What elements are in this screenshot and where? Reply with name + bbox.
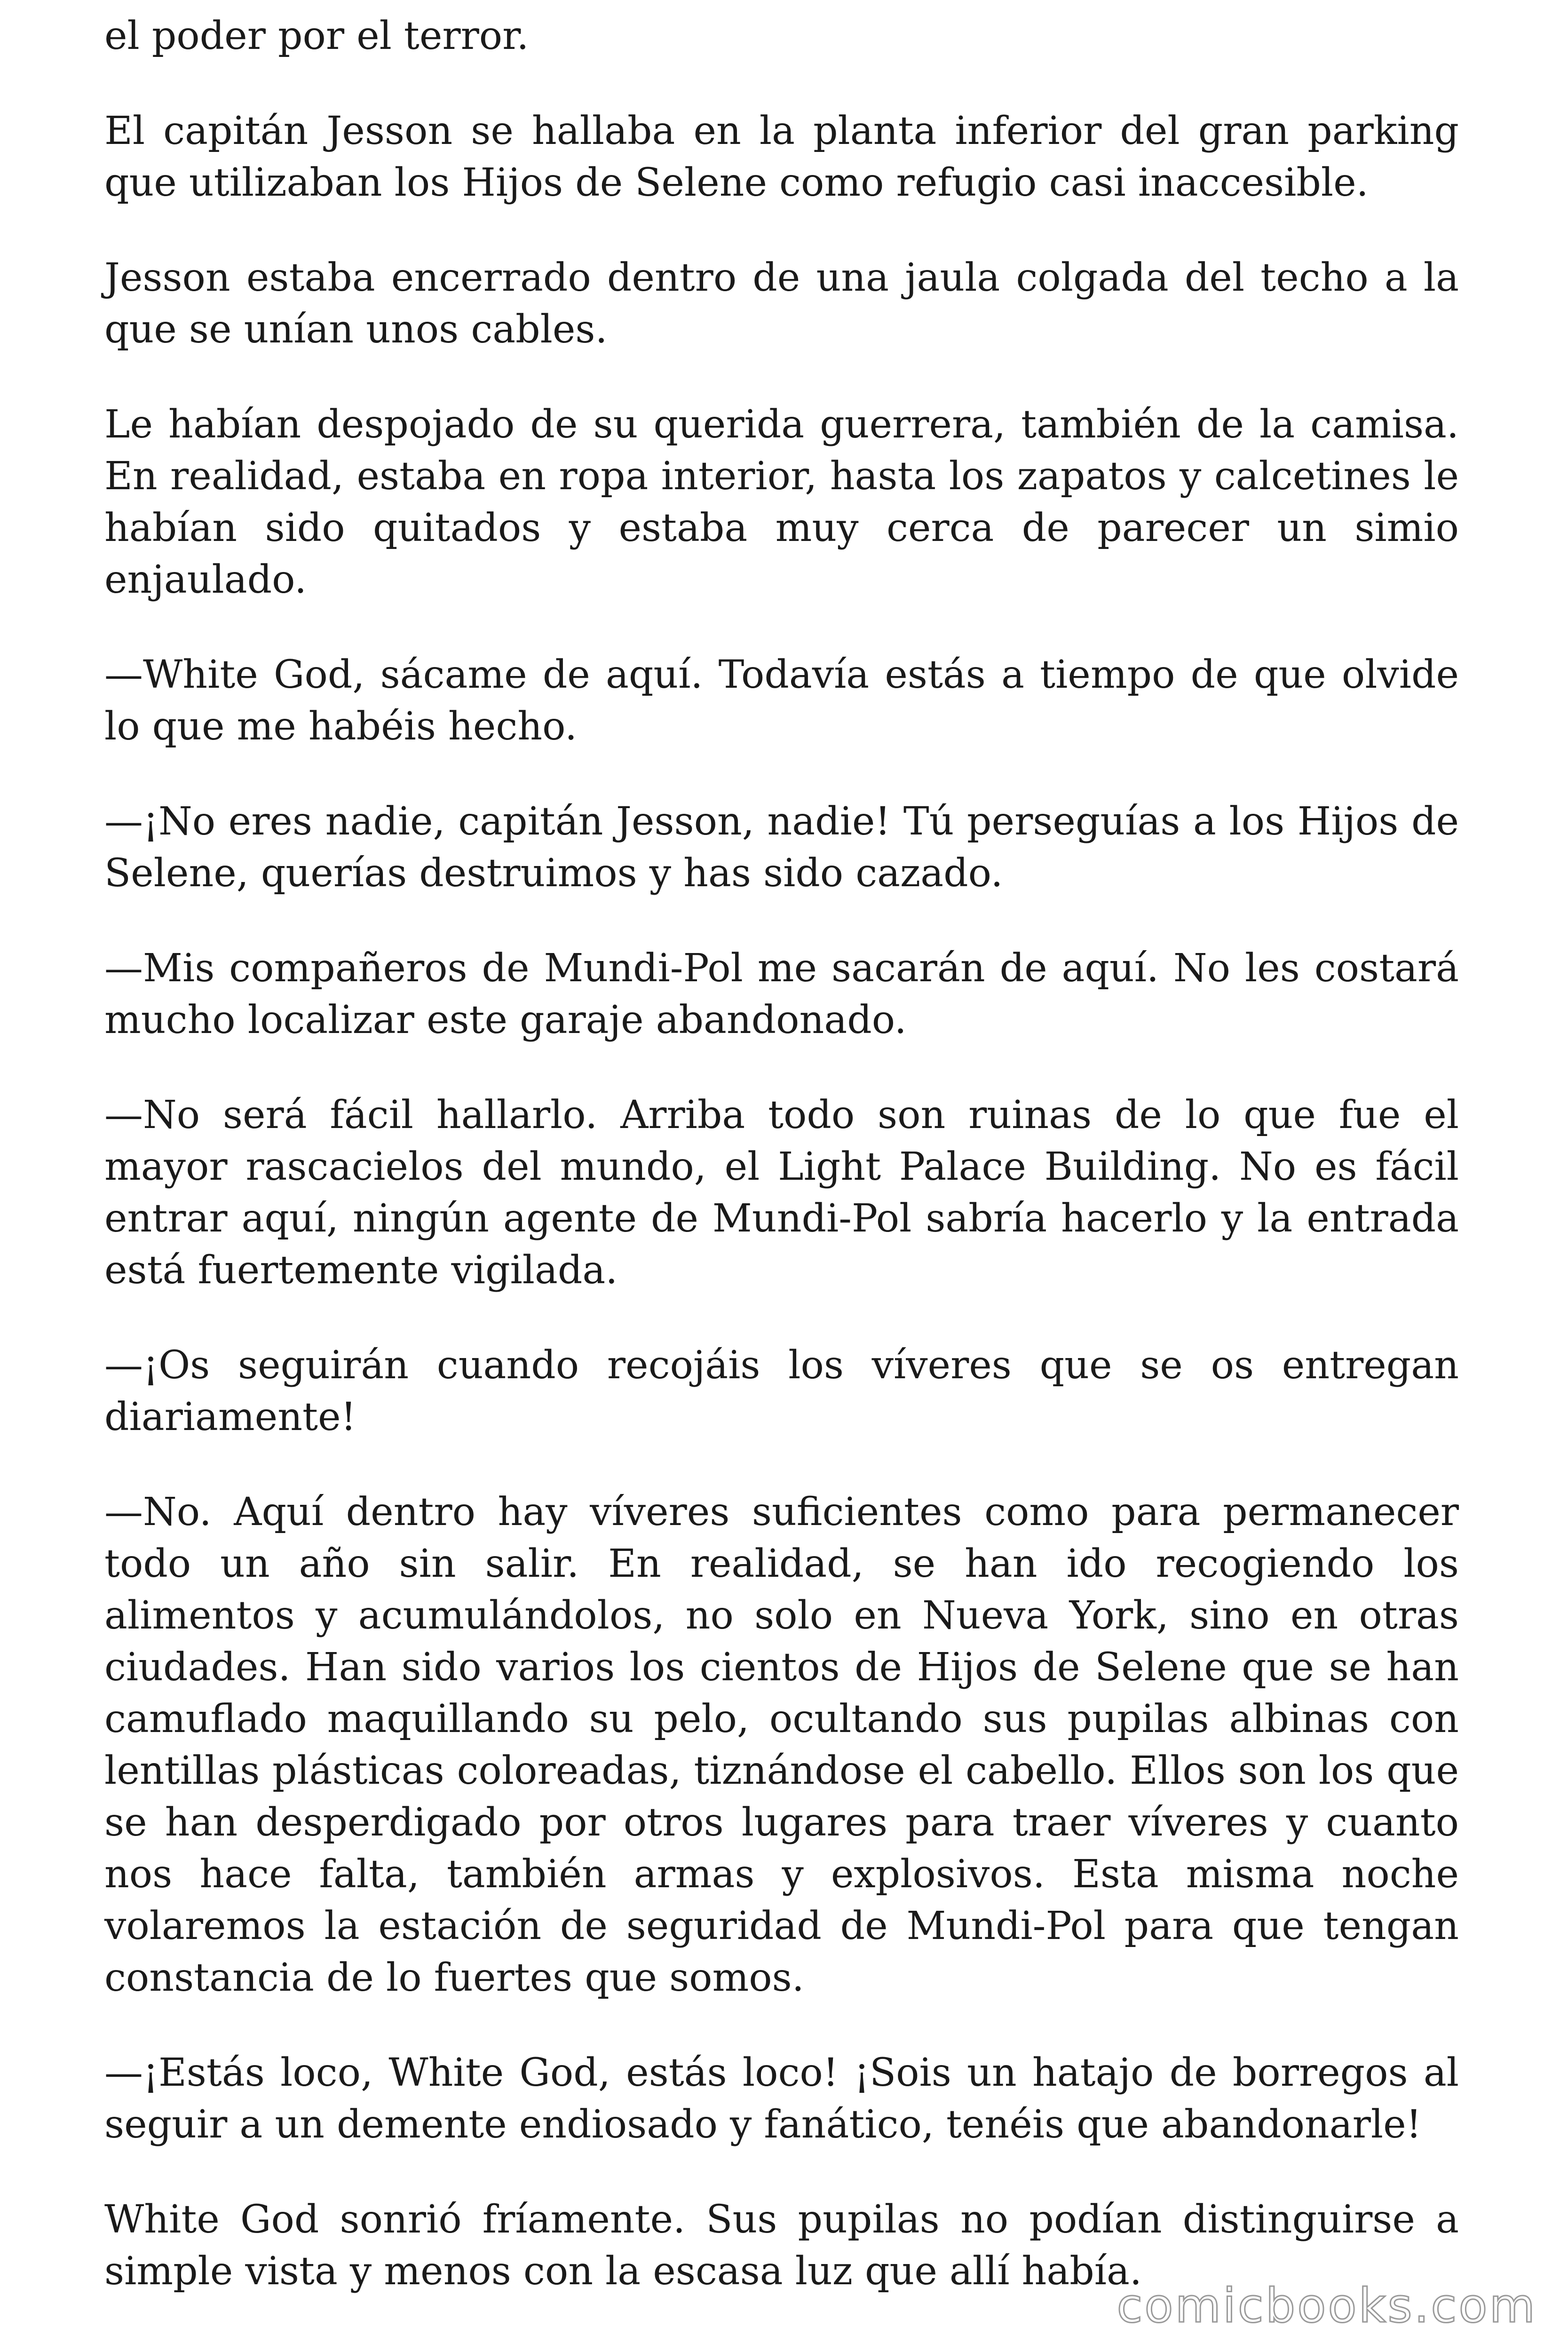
paragraph-10: —No. Aquí dentro hay víveres suficientes como para permanecer todo un año sin salir. En realidad, se han ido recogiendo los alimentos y acumulándolos, no solo en Nueva York, sino en otras ciudades. Han sido varios los cientos de Hijos de Selene que se han camuflado maquillando su pelo, ocultando sus pupilas albinas con lentillas plásticas coloreadas, tiznándose el cabello. Ellos son los que se han desperdigado por otros lugares para traer víveres y cuanto nos hace falta, también armas y explosivos. Esta misma noche volaremos la estación de seguridad de Mundi-Pol para que tengan constancia de lo fuertes que somos.: [104, 1490, 1459, 2000]
watermark: comicbooks.com: [1117, 2278, 1537, 2333]
paragraph-2: El capitán Jesson se hallaba en la planta inferior del gran parking que utilizaban los Hijos de Selene como refugio casi inaccesible.: [104, 109, 1459, 205]
paragraph-6: —¡No eres nadie, capitán Jesson, nadie! Tú perseguías a los Hijos de Selene, querías destruimos y has sido cazado.: [104, 799, 1459, 896]
paragraph-11: —¡Estás loco, White God, estás loco! ¡Sois un hatajo de borregos al seguir a un demente endiosado y fanático, tenéis que abandonarle!: [104, 2050, 1459, 2147]
paragraph-12: White God sonrió fríamente. Sus pupilas no podían distinguirse a simple vista y menos con la escasa luz que allí había.: [104, 2197, 1459, 2294]
paragraph-5: —White God, sácame de aquí. Todavía estás a tiempo de que olvide lo que me habéis hecho.: [104, 652, 1459, 749]
paragraph-9: —¡Os seguirán cuando recojáis los víveres que se os entregan diariamente!: [104, 1343, 1459, 1439]
paragraph-7: —Mis compañeros de Mundi-Pol me sacarán de aquí. No les costará mucho localizar este garaje abandonado.: [104, 946, 1459, 1042]
paragraph-8: —No será fácil hallarlo. Arriba todo son ruinas de lo que fue el mayor rascacielos del mundo, el Light Palace Building. No es fácil entrar aquí, ningún agente de Mundi-Pol sabría hacerlo y la entrada está fuertemente vigilada.: [104, 1093, 1459, 1293]
paragraph-4: Le habían despojado de su querida guerrera, también de la camisa. En realidad, estaba en ropa interior, hasta los zapatos y calcetines le habían sido quitados y estaba muy cerca de parecer un simio enjaulado.: [104, 402, 1459, 602]
paragraph-3: Jesson estaba encerrado dentro de una jaula colgada del techo a la que se unían unos cables.: [104, 255, 1459, 352]
body-text: [104, 10, 1459, 2341]
paragraph-1: el poder por el terror.: [104, 14, 529, 58]
